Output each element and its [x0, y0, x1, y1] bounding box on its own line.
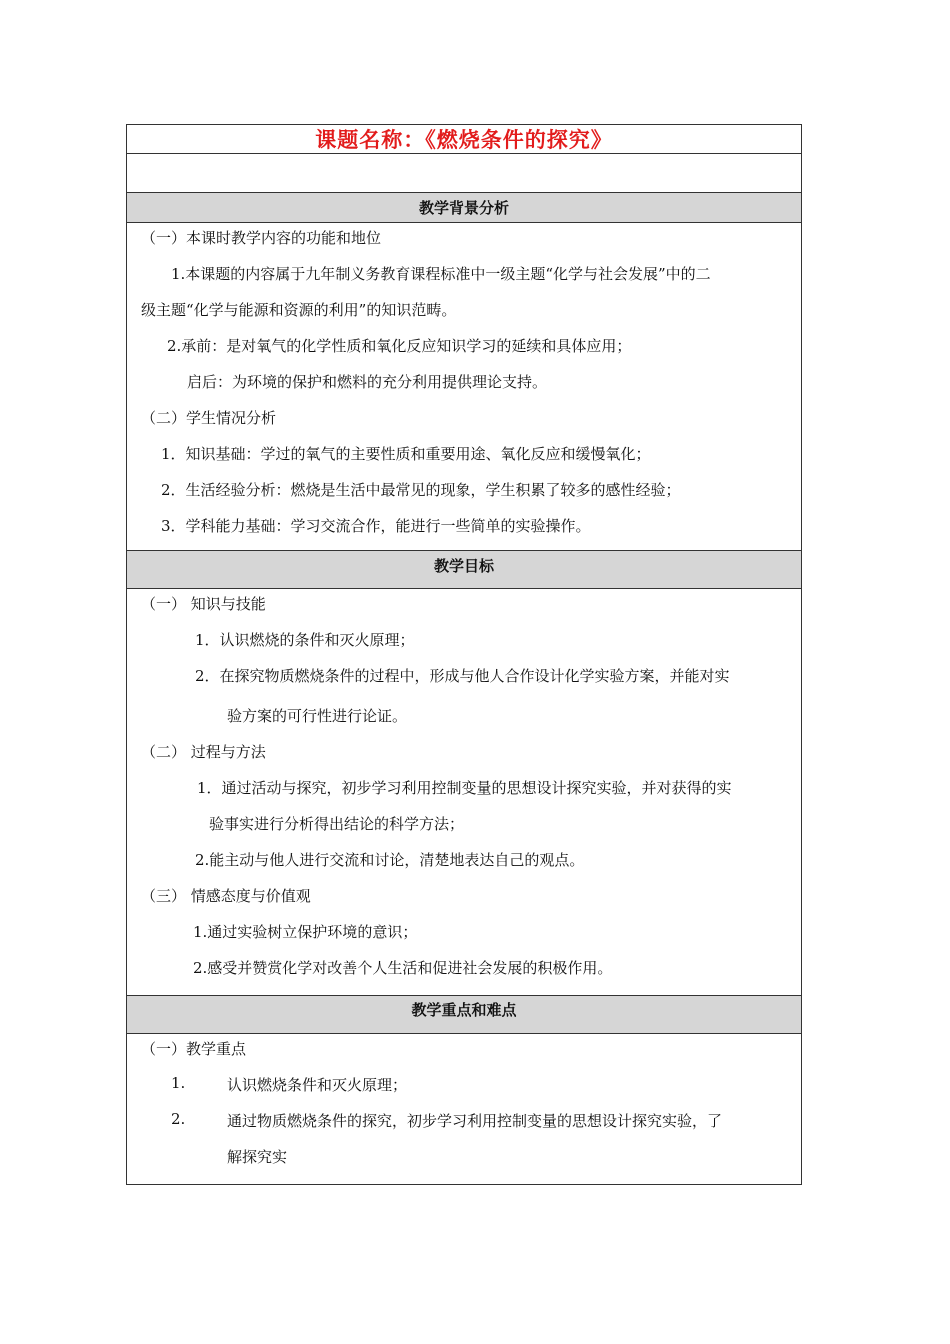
- list-item-continued: 解探究实: [227, 1148, 288, 1166]
- list-item: 1.通过实验树立保护环境的意识；: [193, 923, 418, 941]
- lesson-title: 课题名称：《燃烧条件的探究》: [127, 125, 801, 154]
- list-item: 通过物质燃烧条件的探究，初步学习利用控制变量的思想设计探究实验，了: [227, 1112, 723, 1130]
- list-item: 认识燃烧条件和灭火原理；: [227, 1076, 408, 1094]
- subheading: （三） 情感态度与价值观: [141, 887, 311, 905]
- subheading: （二） 过程与方法: [141, 743, 266, 761]
- list-number: 1.: [171, 1074, 186, 1092]
- list-item-continued: 验事实进行分析得出结论的科学方法；: [209, 815, 465, 833]
- list-item: 3．学科能力基础：学习交流合作，能进行一些简单的实验操作。: [161, 517, 591, 535]
- paragraph-line: 启后：为环境的保护和燃料的充分利用提供理论支持。: [187, 373, 548, 391]
- list-item: 2．在探究物质燃烧条件的过程中，形成与他人合作设计化学实验方案，并能对实: [195, 667, 730, 685]
- empty-row: [127, 154, 801, 193]
- section-heading-goals: 教学目标: [127, 551, 801, 589]
- list-item: 1．通过活动与探究，初步学习利用控制变量的思想设计探究实验，并对获得的实: [197, 779, 732, 797]
- list-item: 1．认识燃烧的条件和灭火原理；: [195, 631, 415, 649]
- list-item: 1．知识基础：学过的氧气的主要性质和重要用途、氧化反应和缓慢氧化；: [161, 445, 651, 463]
- paragraph-line: 级主题“化学与能源和资源的利用”的知识范畴。: [141, 301, 457, 319]
- subheading: （一） 知识与技能: [141, 595, 266, 613]
- lesson-plan-table: [126, 124, 802, 1185]
- list-item: 2.感受并赞赏化学对改善个人生活和促进社会发展的积极作用。: [193, 959, 613, 977]
- background-section: [127, 223, 801, 551]
- section-heading-keypoints: 教学重点和难点: [127, 996, 801, 1034]
- paragraph-line: 1.本课题的内容属于九年制义务教育课程标准中一级主题“化学与社会发展”中的二: [171, 265, 711, 283]
- list-number: 2.: [171, 1110, 186, 1128]
- subheading: （二）学生情况分析: [141, 409, 277, 427]
- list-item-continued: 验方案的可行性进行论证。: [227, 707, 408, 725]
- goals-section: [127, 589, 801, 996]
- list-item: 2.能主动与他人进行交流和讨论，清楚地表达自己的观点。: [195, 851, 585, 869]
- keypoints-section: [127, 1034, 801, 1184]
- subheading: （一）本课时教学内容的功能和地位: [141, 229, 382, 247]
- list-item: 2．生活经验分析：燃烧是生活中最常见的现象，学生积累了较多的感性经验；: [161, 481, 681, 499]
- subheading: （一）教学重点: [141, 1040, 247, 1058]
- section-heading-background: 教学背景分析: [127, 193, 801, 223]
- paragraph-line: 2.承前：是对氧气的化学性质和氧化反应知识学习的延续和具体应用；: [167, 337, 632, 355]
